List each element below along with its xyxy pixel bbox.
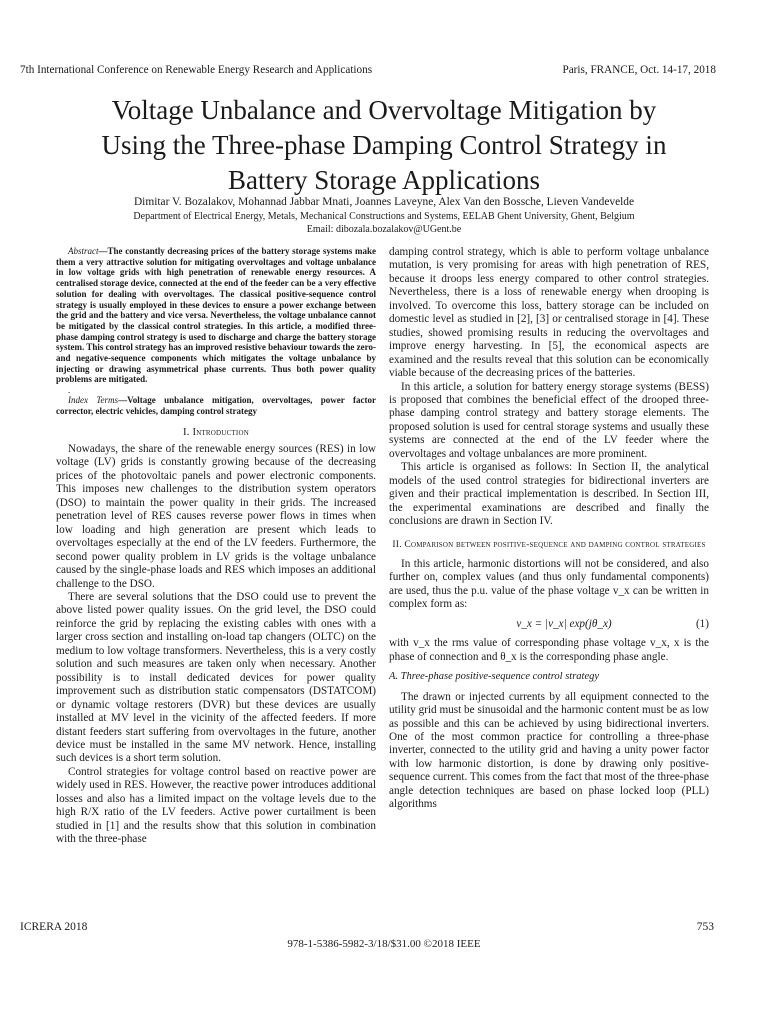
- positive-sequence-paragraph-1: The drawn or injected currents by all equipment connected to the utility grid must be sinusoidal and the harmonic content must be as low as possible and this can be achieved by using bidirectional inverters. One of the most common practice for controlling a three-phase inverter, connected to the utility grid and having a unity power factor with low harmonic distortion, is done by drawing only positive-sequence current. This comes from the fact that most of the three-phase angle detection techniques are based on phase locked loop (PLL) algorithms: [389, 690, 709, 811]
- right-column: [389, 246, 709, 812]
- abstract-label: Abstract: [68, 246, 99, 256]
- intro-paragraph-4: damping control strategy, which is able to perform voltage unbalance mutation, is very promising for areas with high penetration of RES, because it droops less energy compared to other control strategies. Nevertheless, there is a loss of renewable energy when drooping is involved. To overcome this loss, battery storage can be included on domestic level as studied in [2], [3] or centralised storage in [4]. These studies, showed promising results in reducing the overvoltages and improve energy harvesting. In [5], the economical aspects are examined and the results reveal that this solution can be economically viable because of the decreasing prices of the batteries.: [389, 246, 709, 380]
- copyright-line: 978-1-5386-5982-3/18/$31.00 ©2018 IEEE: [287, 938, 481, 950]
- running-header: [20, 64, 716, 76]
- abstract: [56, 246, 376, 385]
- comparison-paragraph-1: In this article, harmonic distortions will not be considered, and also further on, complex values (and thus only fundamental components) are used, thus the p.u. value of the phase voltage v_x can be written in complex form as:: [389, 558, 709, 611]
- title-line-1: Voltage Unbalance and Overvoltage Mitigation by: [111, 95, 657, 125]
- equation-body: v_x = |v_x| exp(jθ_x): [516, 617, 612, 630]
- conference-name: 7th International Conference on Renewable Energy Research and Applications: [20, 64, 373, 76]
- index-terms-text: —Voltage unbalance mitigation, overvoltages, power factor corrector, electric vehicles, damping control strategy: [56, 395, 376, 416]
- left-column: [56, 246, 376, 847]
- section-heading-comparison: II. Comparison between positive-sequence and damping control strategies: [392, 538, 706, 550]
- author-list: Dimitar V. Bozalakov, Mohannad Jabbar Mnati, Joannes Laveyne, Alex Van den Bossche, Lieven Vandevelde: [133, 196, 635, 208]
- section-heading-introduction: I. Introduction: [183, 426, 249, 438]
- index-terms-label: Index Terms: [68, 395, 119, 406]
- intro-paragraph-1: Nowadays, the share of the renewable energy sources (RES) in low voltage (LV) grids is constantly growing because of the decreasing prices of the photovoltaic panels and power electronic components. This imposes new challenges to the distribution system operators (DSO) to maintain the power quality in their grids. The increased penetration level of RES causes reverse power flows in times when low loading and high generation are present which leads to overvoltages especially at the end of the LV feeders. Furthermore, the second power quality problem in LV grids is the voltage unbalance caused by the single-phase loads and RES which imposes an additional challenge to the DSO.: [56, 443, 376, 590]
- abstract-text: —The constantly decreasing prices of the battery storage systems make them a very attractive solution for mitigating overvoltages and voltage unbalance in low voltage grids with high penetration of renewable energy resources. A centralised storage device, connected at the end of the feeder can be a very effective solution for dealing with overvoltages. The classical positive-sequence control strategy is usually employed in these devices to ensure a power exchange between the grid and the battery and vice versa. Nevertheless, the voltage unbalance cannot be mitigated by the classical control strategies. In this article, a modified three-phase damping control strategy is used to discharge and charge the battery storage system. This control strategy has an improved resistive behaviour towards the zero- and negative-sequence components which mitigates the voltage unbalance by injecting or drawing asymmetrical phase currents. Thus both power quality problems are mitigated.: [56, 246, 376, 385]
- intro-paragraph-5: In this article, a solution for battery energy storage systems (BESS) is proposed that combines the beneficial effect of the drooped three-phase damping control strategy and battery storage elements. The proposed solution is used for central storage systems and usually these systems are connected at the end of the LV feeder where the overvoltages and voltage unbalances are more prominent.: [389, 380, 709, 460]
- paper-title: [40, 93, 728, 198]
- intro-paragraph-2: There are several solutions that the DSO could use to prevent the above listed power quality issues. On the grid level, the DSO could reinforce the grid by replacing the existing cables with ones with a larger cross section and installing on-load tap changers (OLTC) on the medium to low voltage transformers. Nevertheless, this is a very costly solution and such measures are taken only when necessary. Another possibility is to install dedicated devices for power quality improvement such as distribution static compensators (DSTATCOM) or dynamic voltage restorers (DVR) but these devices are usually installed at MV level in the vicinity of the affected feeders. If more distant feeders start suffering from overvoltages in the future, another device must be installed in the same MV network. Hence, installing such devices is a short term solution.: [56, 590, 376, 765]
- title-line-3: Battery Storage Applications: [228, 165, 540, 195]
- contact-email: Email: dibozala.bozalakov@UGent.be: [306, 224, 462, 235]
- index-terms: [56, 395, 376, 416]
- conference-location: Paris, FRANCE, Oct. 14-17, 2018: [562, 64, 716, 76]
- affiliation: Department of Electrical Energy, Metals, Mechanical Constructions and Systems, EELAB Ghent University, Ghent, Belgium: [133, 211, 635, 222]
- title-line-2: Using the Three-phase Damping Control Strategy in: [101, 130, 667, 160]
- equation-1: [389, 618, 709, 631]
- equation-number: (1): [695, 617, 709, 630]
- footer-conference-tag: ICRERA 2018: [20, 921, 88, 933]
- intro-paragraph-3: Control strategies for voltage control based on reactive power are widely used in RES. However, the reactive power introduces additional losses and also has a limited impact on the voltage levels due to the high R/X ratio of the LV feeders. Active power curtailment is been studied in [1] and the results show that this solution in combination with the three-phase: [56, 765, 376, 846]
- intro-paragraph-6: This article is organised as follows: In Section II, the analytical models of the used control strategies for bidirectional inverters are given and their practical implementation is described. In Section III, the experimental examinations are described and finally the conclusions are drawn in Section IV.: [389, 461, 709, 528]
- page-number: 753: [696, 921, 714, 933]
- separator-dot: .: [68, 385, 71, 396]
- comparison-paragraph-2: with v_x the rms value of corresponding phase voltage v_x, x is the phase of connection and θ_x is the corresponding phase angle.: [389, 637, 709, 663]
- subsection-heading-positive-sequence: A. Three-phase positive-sequence control strategy: [389, 671, 600, 683]
